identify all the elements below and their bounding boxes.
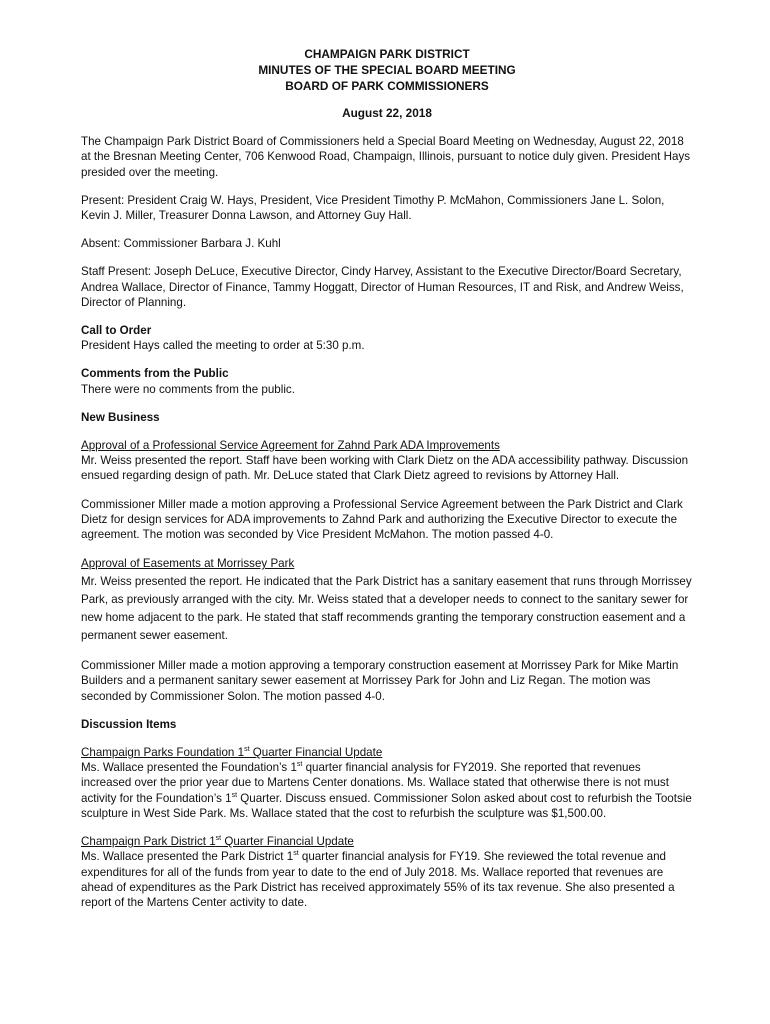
call-to-order-text: President Hays called the meeting to order at 5:30 p.m.	[81, 339, 365, 353]
item-title	[81, 834, 693, 849]
discussion-heading-block	[81, 717, 693, 732]
intro-paragraph: The Champaign Park District Board of Commissioners held a Special Board Meeting on Wednesday, August 22, 2018 at the Bresnan Meeting Center, 706 Kenwood Road, Champaign, Illinois, pursuant to notice duly given. President Hays presided over the meeting.	[81, 135, 691, 179]
item-text	[81, 761, 692, 820]
comments-section	[81, 366, 693, 396]
board-title: BOARD OF PARK COMMISSIONERS	[285, 79, 489, 93]
comments-text: There were no comments from the public.	[81, 382, 295, 396]
discussion-item-2	[81, 834, 693, 910]
new-business-heading: New Business	[81, 410, 160, 424]
new-business-item-2	[81, 555, 693, 645]
title-part: Quarter Financial Update	[221, 835, 354, 849]
new-business-item-2-motion: Commissioner Miller made a motion approving a temporary construction easement at Morrissey Park for Mike Martin Builders and a permanent sanitary sewer easement at Morrissey Park for John and Liz Regan. The motion was seconded by Commissioner Solon. The motion passed 4-0.	[81, 659, 679, 703]
document-page	[81, 46, 693, 923]
item-title: Approval of a Professional Service Agreement for Zahnd Park ADA Improvements	[81, 439, 500, 453]
text-part: Ms. Wallace presented the Foundation’s 1	[81, 761, 297, 775]
document-header	[81, 46, 693, 94]
item-title: Approval of Easements at Morrissey Park	[81, 557, 295, 571]
call-to-order-section	[81, 323, 693, 353]
new-business-item-1-motion: Commissioner Miller made a motion approving a Professional Service Agreement between the Park District and Clark Dietz for design services for ADA improvements to Zahnd Park and authorizing the Executive Director to execute the agreement. The motion was seconded by Vice President McMahon. The motion passed 4-0.	[81, 497, 683, 542]
title-sup: st	[244, 746, 250, 754]
title-part: Champaign Park District 1	[81, 835, 216, 849]
minutes-title: MINUTES OF THE SPECIAL BOARD MEETING	[258, 63, 516, 77]
item-text: Mr. Weiss presented the report. Staff have been working with Clark Dietz on the ADA accessibility pathway. Discussion ensued regarding design of path. Mr. DeLuce stated that Clark Dietz agreed to revisions by Attorney Hall.	[81, 454, 689, 483]
staff-paragraph: Staff Present: Joseph DeLuce, Executive Director, Cindy Harvey, Assistant to the Executive Director/Board Secretary, Andrea Wallace, Director of Finance, Tammy Hoggatt, Director of Human Resources, IT and Risk, and Andrew Weiss, Director of Planning.	[81, 265, 684, 309]
present-paragraph: Present: President Craig W. Hays, President, Vice President Timothy P. McMahon, Commissioners Jane L. Solon, Kevin J. Miller, Treasurer Donna Lawson, and Attorney Guy Hall.	[81, 193, 665, 223]
title-sup: st	[215, 835, 222, 843]
text-part: quarter financial analysis for FY19. She reviewed the total revenue and expenditures for all of the funds from year to date to the end of July 2018. Ms. Wallace reported that revenues are ahead of expenditures as the Park District has received approximately 55% of its tax revenue. She also presented a report of the Martens Center activity to date.	[81, 850, 675, 909]
text-sup: st	[296, 761, 303, 769]
text-part: Ms. Wallace presented the Park District 1	[81, 850, 294, 864]
title-part: Champaign Parks Foundation 1	[81, 746, 245, 760]
text-sup: st	[293, 850, 299, 858]
text-sup: st	[231, 791, 238, 799]
text-part: quarter financial analysis for FY2019. She reported that revenues increased over the prior year due to Martens Center donations. Ms. Wallace stated that otherwise there is not must activity for the Foundation’s 1	[81, 761, 669, 805]
discussion-item-1	[81, 745, 693, 821]
item-text: Mr. Weiss presented the report. He indicated that the Park District has a sanitary easement that runs through Morrissey Park, as previously arranged with the city. Mr. Weiss stated that a developer needs to connect to the sanitary sewer for new home adjacent to the park. He stated that staff recommends granting the temporary construction easement and a permanent sewer easement.	[81, 575, 692, 643]
item-title	[81, 745, 693, 760]
item-text	[81, 850, 675, 909]
comments-heading: Comments from the Public	[81, 367, 229, 381]
absent-paragraph: Absent: Commissioner Barbara J. Kuhl	[81, 237, 281, 251]
title-part: Quarter Financial Update	[249, 746, 383, 760]
text-part: Quarter. Discuss ensued. Commissioner Solon asked about cost to refurbish the Tootsie sculpture in West Side Park. Ms. Wallace stated that the cost to refurbish the sculpture was $1,500.00.	[81, 791, 692, 820]
new-business-heading-block	[81, 410, 693, 425]
discussion-heading: Discussion Items	[81, 717, 177, 731]
call-to-order-heading: Call to Order	[81, 324, 152, 338]
meeting-date: August 22, 2018	[342, 106, 432, 120]
new-business-item-1	[81, 438, 693, 484]
org-title: CHAMPAIGN PARK DISTRICT	[304, 47, 470, 61]
